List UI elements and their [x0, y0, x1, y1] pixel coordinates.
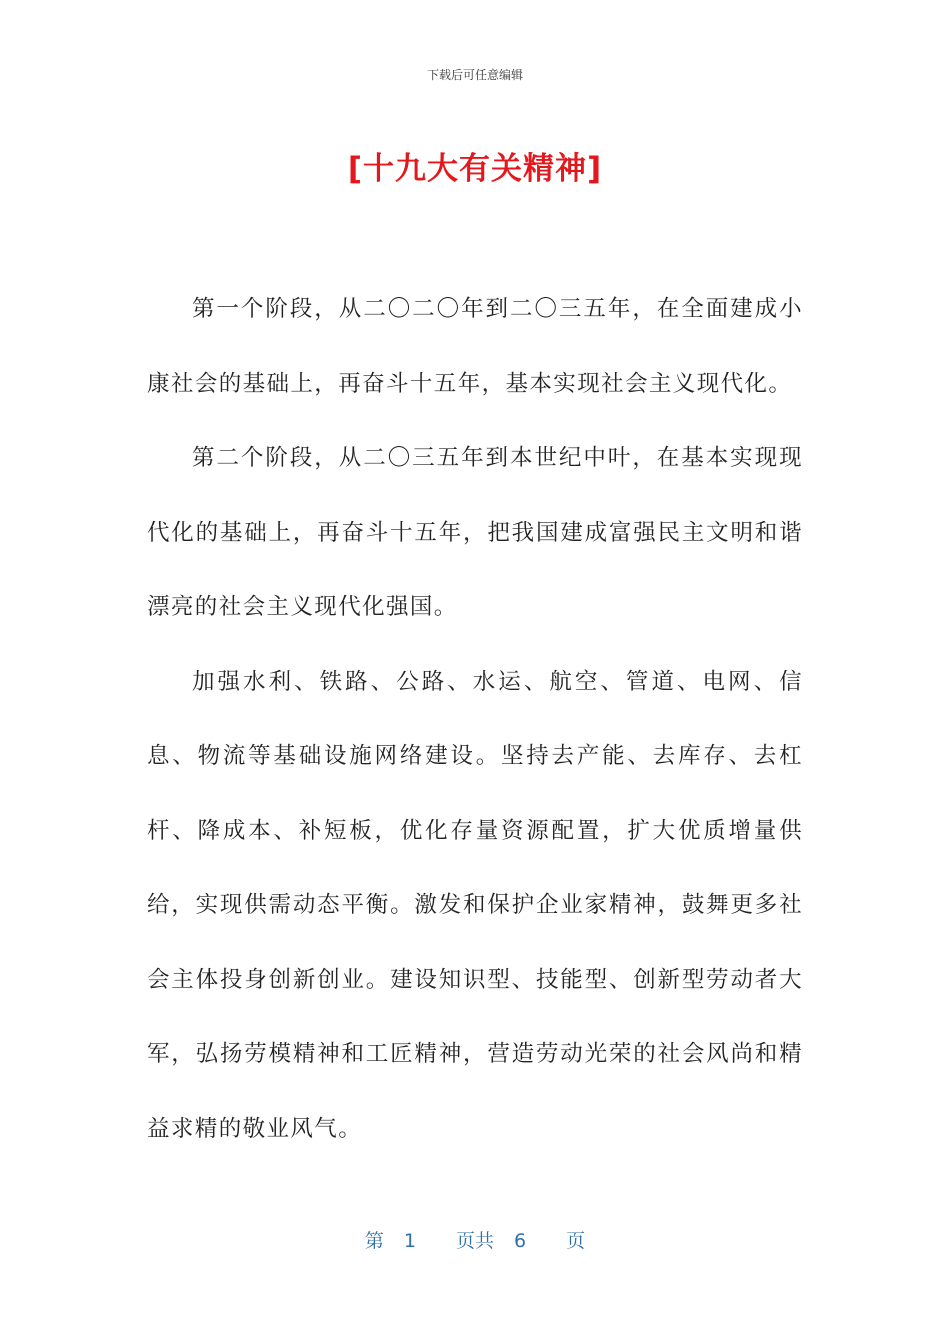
- paragraph-stage-two: 第二个阶段，从二〇三五年到本世纪中叶，在基本实现现代化的基础上，再奋斗十五年，把我国建成富强民主文明和谐漂亮的社会主义现代化强国。: [147, 445, 803, 620]
- paragraph-stage-one: 第一个阶段，从二〇二〇年到二〇三五年，在全面建成小康社会的基础上，再奋斗十五年，基本实现社会主义现代化。: [147, 296, 803, 397]
- page-label-suffix: 页: [566, 1230, 586, 1252]
- document-title: [十九大有关精神]: [347, 151, 603, 187]
- page-label-mid: 页共: [455, 1230, 494, 1252]
- document-body: [147, 272, 803, 1166]
- page-number-footer: [0, 1226, 950, 1253]
- page-label-prefix: 第: [364, 1230, 384, 1252]
- paragraph-infrastructure: 加强水利、铁路、公路、水运、航空、管道、电网、信息、物流等基础设施网络建设。坚持去产能、去库存、去杠杆、降成本、补短板，优化存量资源配置，扩大优质增量供给，实现供需动态平衡。激发和保护企业家精神，鼓舞更多社会主体投身创新创业。建设知识型、技能型、创新型劳动者大军，弘扬劳模精神和工匠精神，营造劳动光荣的社会风尚和精益求精的敬业风气。: [147, 668, 803, 1142]
- page-header-note: 下载后可任意编辑: [426, 68, 523, 82]
- total-pages-number: 6: [514, 1230, 527, 1252]
- current-page-number: 1: [403, 1230, 416, 1252]
